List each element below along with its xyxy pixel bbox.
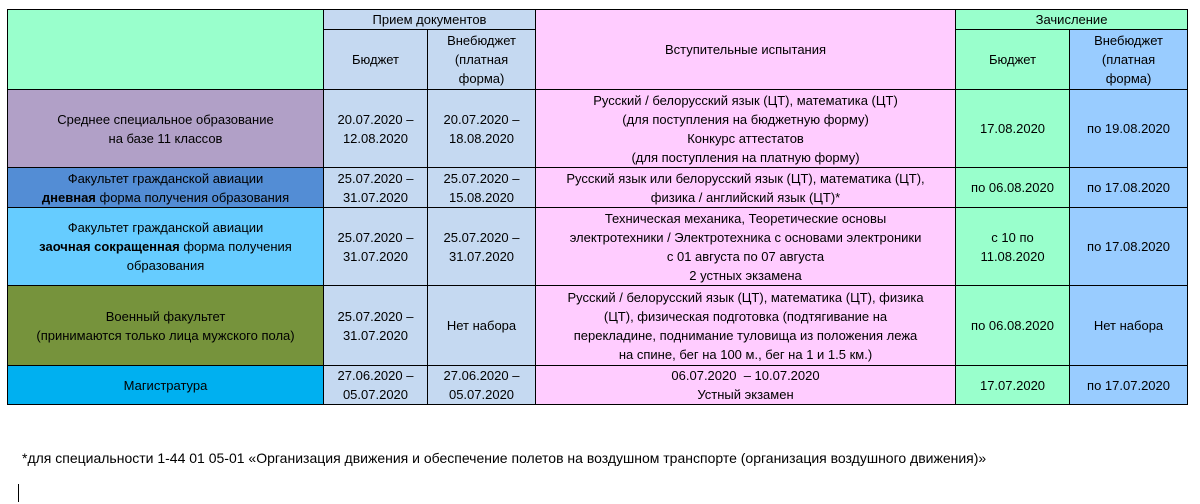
priem-budget-cell [324, 168, 428, 208]
date-line: 31.07.2020 [342, 189, 409, 205]
date-line: 31.07.2020 [448, 248, 515, 264]
row-name-cell: Магистратура [8, 366, 324, 405]
exam-line: физика / английский язык (ЦТ)* [650, 189, 841, 205]
priem-budget-cell [324, 208, 428, 286]
priem-paid-cell [428, 208, 536, 286]
date-line: 31.07.2020 [342, 327, 409, 343]
header-paid-line: Внебюджет [1094, 33, 1163, 48]
exam-line: 06.07.2020 – 10.07.2020 [671, 368, 820, 383]
zach-budget-cell: 17.07.2020 [956, 366, 1070, 405]
table-row [8, 286, 1188, 366]
priem-paid-cell [428, 366, 536, 405]
text-cursor [18, 484, 19, 502]
row-name-cell [8, 168, 324, 208]
row-name-cell [8, 286, 324, 366]
table-row [8, 90, 1188, 168]
row-name-line [11, 237, 320, 256]
row-name-bold: заочная сокращенная [39, 239, 180, 254]
priem-budget-cell [324, 286, 428, 366]
zach-paid-cell: по 19.08.2020 [1070, 90, 1188, 168]
row-name-line: (принимаются только лица мужского пола) [36, 327, 295, 343]
header-paid-line: (платная [1101, 52, 1156, 67]
date-line: 25.07.2020 – [443, 229, 520, 245]
header-paid-line: (платная [454, 52, 509, 67]
date-line: 25.07.2020 – [337, 308, 414, 324]
date-line: 31.07.2020 [342, 248, 409, 264]
header-row-1 [8, 10, 1188, 30]
exams-cell [536, 90, 956, 168]
zach-paid-cell: по 17.07.2020 [1070, 366, 1188, 405]
date-line: 25.07.2020 – [337, 229, 414, 245]
exam-line: Русский язык или белорусский язык (ЦТ), математика (ЦТ), [566, 170, 925, 186]
exam-line: Конкурс аттестатов [687, 130, 804, 146]
row-name-line: Факультет гражданской авиации [67, 170, 264, 186]
row-name-rest: форма получения [179, 239, 292, 254]
header-zachislenie: Зачисление [956, 10, 1188, 30]
table-row [8, 208, 1188, 286]
exam-line: Русский / белорусский язык (ЦТ), математика (ЦТ), физика [567, 289, 924, 305]
row-name-bold: дневная [41, 189, 96, 205]
exam-line: на спине, бег на 100 м., бег на 1 и 1.5 км.) [618, 346, 873, 362]
header-exams: Вступительные испытания [536, 10, 956, 90]
row-name-line: Военный факультет [105, 308, 226, 324]
date-line: 20.07.2020 – [337, 111, 414, 127]
date-line: 05.07.2020 [342, 387, 409, 402]
zach-paid-cell: по 17.08.2020 [1070, 168, 1188, 208]
header-paid-line: форма) [458, 71, 505, 86]
priem-paid-cell: Нет набора [428, 286, 536, 366]
header-priem-paid [428, 30, 536, 90]
date-line: 12.08.2020 [342, 130, 409, 146]
header-priem: Прием документов [324, 10, 536, 30]
date-line: с 10 по [991, 229, 1034, 245]
exam-line: Устный экзамен [697, 387, 794, 402]
exam-line: (для поступления на платную форму) [631, 149, 860, 165]
header-priem-budget: Бюджет [324, 30, 428, 90]
row-name-line [11, 188, 320, 207]
header-paid-line: Внебюджет [447, 33, 516, 48]
header-zach-budget: Бюджет [956, 30, 1070, 90]
exam-line: 2 устных экзамена [689, 267, 802, 283]
priem-budget-cell [324, 366, 428, 405]
table-row [8, 168, 1188, 208]
row-name-line: на базе 11 классов [108, 130, 223, 146]
row-name-rest: форма получения образования [95, 189, 290, 205]
header-corner-cell [8, 10, 324, 90]
date-line: 18.08.2020 [448, 130, 515, 146]
date-line: 20.07.2020 – [443, 111, 520, 127]
exams-cell [536, 168, 956, 208]
date-line: 25.07.2020 – [337, 170, 414, 186]
row-name-line: Факультет гражданской авиации [67, 220, 264, 235]
admission-schedule-table [7, 9, 1188, 405]
header-paid-line: форма) [1105, 71, 1152, 86]
exam-line: Русский / белорусский язык (ЦТ), математика (ЦТ) [593, 92, 898, 108]
row-name-cell [8, 208, 324, 286]
date-line: 25.07.2020 – [443, 170, 520, 186]
date-line: 27.06.2020 – [443, 368, 520, 383]
exams-cell [536, 208, 956, 286]
zach-paid-cell: по 17.08.2020 [1070, 208, 1188, 286]
priem-paid-cell [428, 168, 536, 208]
exam-line: перекладине, поднимание туловища из положения лежа [573, 327, 918, 343]
exams-cell [536, 286, 956, 366]
zach-budget-cell: 17.08.2020 [956, 90, 1070, 168]
zach-budget-cell: по 06.08.2020 [956, 168, 1070, 208]
date-line: 11.08.2020 [980, 248, 1045, 264]
priem-budget-cell [324, 90, 428, 168]
footnote-text: *для специальности 1-44 01 05-01 «Организация движения и обеспечение полетов на воздушном транспорте (организация воздушного движения)» [22, 450, 987, 466]
priem-paid-cell [428, 90, 536, 168]
exams-cell [536, 366, 956, 405]
table-row [8, 366, 1188, 405]
date-line: 05.07.2020 [448, 387, 515, 402]
zach-budget-cell [956, 208, 1070, 286]
row-name-line: Среднее специальное образование [57, 111, 274, 127]
row-name-cell [8, 90, 324, 168]
date-line: 15.08.2020 [448, 189, 515, 205]
exam-line: (ЦТ), физическая подготовка (подтягивание на [603, 308, 888, 324]
row-name-line: образования [126, 258, 205, 273]
zach-paid-cell: Нет набора [1070, 286, 1188, 366]
date-line: 27.06.2020 – [337, 368, 414, 383]
zach-budget-cell: по 06.08.2020 [956, 286, 1070, 366]
exam-line: с 01 августа по 07 августа [666, 248, 825, 264]
header-zach-paid [1070, 30, 1188, 90]
exam-line: Техническая механика, Теоретические основы [604, 210, 887, 226]
exam-line: (для поступления на бюджетную форму) [622, 111, 869, 127]
exam-line: электротехники / Электротехника с основами электроники [569, 229, 922, 245]
